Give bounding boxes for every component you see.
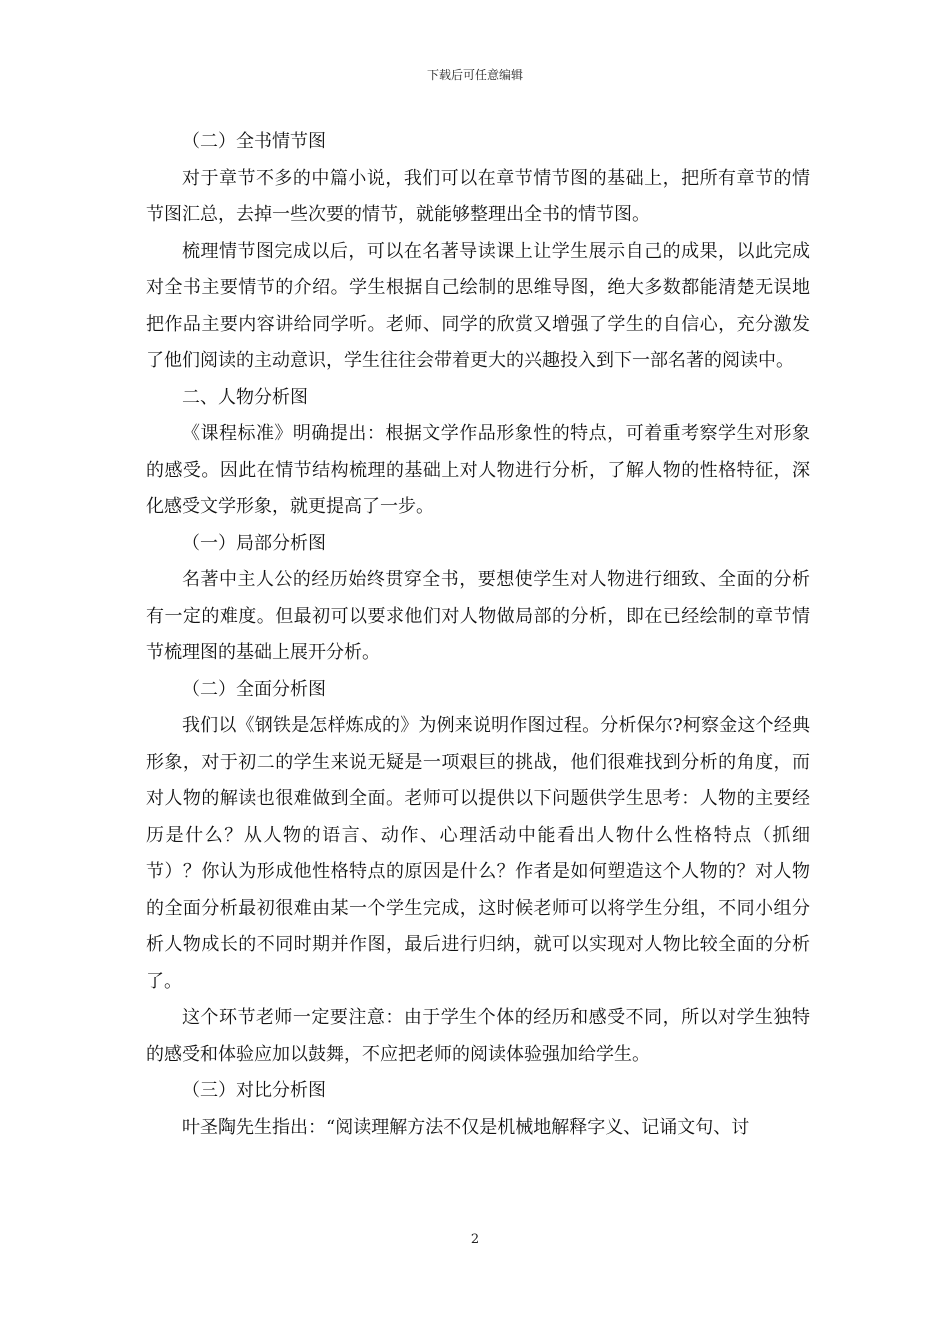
document-body <box>146 124 810 1146</box>
page-header: 下载后可任意编辑 <box>426 68 523 82</box>
paragraph: 梳理情节图完成以后，可以在名著导读课上让学生展示自己的成果，以此完成对全书主要情节的介绍。学生根据自己绘制的思维导图，绝大多数都能清楚无误地把作品主要内容讲给同学听。老师、同学的欣赏又增强了学生的自信心，充分激发了他们阅读的主动意识，学生往往会带着更大的兴趣投入到下一部名著的阅读中。 <box>146 240 810 371</box>
section-heading: （一）局部分析图 <box>182 532 326 554</box>
paragraph: 这个环节老师一定要注意：由于学生个体的经历和感受不同，所以对学生独特的感受和体验应加以鼓舞，不应把老师的阅读体验强加给学生。 <box>146 1007 810 1065</box>
paragraph: 对于章节不多的中篇小说，我们可以在章节情节图的基础上，把所有章节的情节图汇总，去掉一些次要的情节，就能够整理出全书的情节图。 <box>146 167 810 225</box>
section-heading: （三）对比分析图 <box>182 1080 326 1101</box>
paragraph: 《课程标准》明确提出：根据文学作品形象性的特点，可着重考察学生对形象的感受。因此在情节结构梳理的基础上对人物进行分析，了解人物的性格特征，深化感受文学形象，就更提高了一步。 <box>146 423 810 517</box>
paragraph: 叶圣陶先生指出：“阅读理解方法不仅是机械地解释字义、记诵文句、讨 <box>182 1116 750 1138</box>
paragraph: 名著中主人公的经历始终贯穿全书，要想使学生对人物进行细致、全面的分析有一定的难度。但最初可以要求他们对人物做局部的分析，即在已经绘制的章节情节梳理图的基础上展开分析。 <box>146 569 810 663</box>
page-number: 2 <box>470 1232 480 1247</box>
section-heading: （二）全面分析图 <box>182 678 326 700</box>
paragraph: 我们以《钢铁是怎样炼成的》为例来说明作图过程。分析保尔?柯察金这个经典形象，对于初二的学生来说无疑是一项艰巨的挑战，他们很难找到分析的角度，而对人物的解读也很难做到全面。老师可以提供以下问题供学生思考：人物的主要经历是什么？从人物的语言、动作、心理活动中能看出人物什么性格特点（抓细节）？你认为形成他性格特点的原因是什么？作者是如何塑造这个人物的？对人物的全面分析最初很难由某一个学生完成，这时候老师可以将学生分组，不同小组分析人物成长的不同时期并作图，最后进行归纳，就可以实现对人物比较全面的分析了。 <box>146 715 810 992</box>
section-heading: 二、人物分析图 <box>182 386 308 408</box>
section-heading: （二）全书情节图 <box>182 131 326 152</box>
